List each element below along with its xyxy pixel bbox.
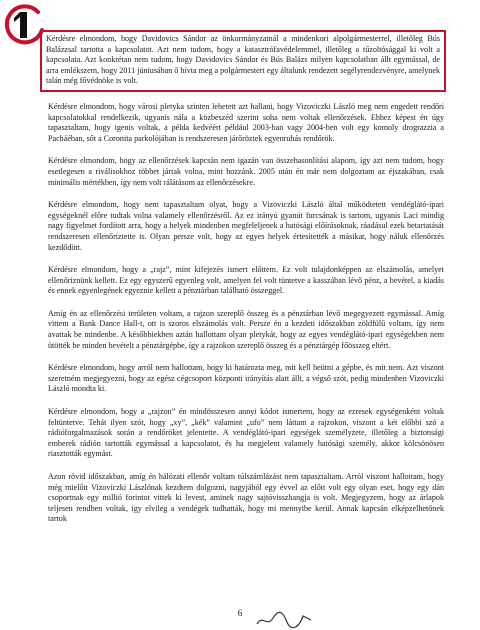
paragraph-6: Amíg én az ellenőrzési területen voltam, a rajzon szereplő összeg és a pénztárban lévő megegyezett egymással. Amíg vittem a Bank Dance Hall-t, ott is szoros elszámolás volt. Persze én a kezdeti időszakban zöldfülű voltam, így nem avattak be mindenbe. A későbbiekben aztán hallottam olyan pletykát, hogy az egyes vendéglátó-ipari egységekben nem ütötték be minden bevételt a pénztárgépbe, így a rajzokon szereplő összeg és a pénztárgép főösszeg eltért. xyxy=(48,308,444,350)
handwritten-signature-icon xyxy=(255,610,315,630)
document-page xyxy=(48,30,444,537)
paragraph-8: Kérdésre elmondom, hogy a „rajzon” én mindösszesen annyi kódot ismertem, hogy az ezresek egységenként voltak feltüntetve. Tehát ilyen szót, hogy „xy”, „kék” valamint „ufo” nem láttam a rajzokon, viszont a két előbbi szó a rádióforgalmazások során a rendőröket jelentette. A vendéglátó-ipari egységek személyzete, illetőleg a biztonsági emberek rádión tartották egymással a kapcsolatot, és ha megjelent valamely hatósági személy, akkor kölcsönösen riasztották egymást. xyxy=(48,407,444,459)
paragraph-7: Kérdésre elmondom, hogy arról nem hallottam, hogy ki határozta meg, mit kell beütni a gépbe, és mit nem. Azt viszont szeretném megjegyezni, hogy az egész cégcsoport központi irányítás alatt állt, a végső szót, pedig mindenben Vizoviczki László mondta ki. xyxy=(48,363,444,394)
paragraph-1: Kérdésre elmondom, hogy Davidovics Sándor az önkormányzatnál a mindenkori alpolgármesterrel, illetőleg Bús Balázzsal tartotta a kapcsolatot. Azt nem tudom, hogy a katasztrófavédelemmel, illetőleg a tűzoltósággal ki volt a kapcsolata. Azt konkrétan nem tudom, hogy Davidovics Sándor és Bús Balázs milyen kapcsolatban állt egymással, de arra emlékszem, hogy 2011 júniusában ő hívta meg a polgármestert egy általunk rendezett segélyrendezvényre, amelynek talán még fővédnöke is volt. xyxy=(46,34,440,86)
highlighted-paragraph-box xyxy=(40,30,446,92)
paragraph-3: Kérdésre elmondom, hogy az ellenőrzések kapcsán nem igazán van összehasonlítási alapom, így azt nem tudom, hogy esetlegesen a riválisokhoz többet jártak volna, mint hozzánk. 2005 után én már nem dolgoztam az éjszakában, csak minimális mértékben, így nem volt rálátásom az ellenőrzésekre. xyxy=(48,156,444,187)
page-number: 6 xyxy=(237,608,243,618)
paragraph-4: Kérdésre elmondom, hogy nem tapasztaltam olyat, hogy a Vizoviczki László által működtetett vendéglátó-ipari egységeknél előre tudtak volna valamely ellenőrzésről. Az ez irányú gyanút furcsának is tartom, ugyanis Laci mindig nagy figyelmet fordított arra, hogy a helyek mindenben megfeleljenek a hatósági előírásoknak, ráadásul ezek betartatását rendszeresen ellenőriztette is. Olyan persze volt, hogy az egyes helyek értesítették a másikat, hogy náluk ellenőrzés kezdődött. xyxy=(48,200,444,252)
paragraph-2: Kérdésre elmondom, hogy városi pletyka szinten lehetett azt hallani, hogy Vizoviczki László meg nem engedett rendőri kapcsolatokkal rendelkezik, ugyanis nála a közbeszéd szerint soha nem voltak ellenőrzések. Ehhez képest én úgy tapasztaltam, hogy igenis voltak, a példa kedvéért például 2003-ban vagy 2004-ben volt egy komoly drograzzia a Pacháéban, sőt a Coronita parkolójában is rendszeresen járőröztek egyenruhás rendőrök. xyxy=(48,101,444,143)
paragraph-9: Azon rövid időszakban, amíg én hálózati ellenőr voltam túlszámlázást nem tapasztaltam. Arról viszont hallottam, hogy még mielőtt Vizoviczki Lászlónak kezdtem dolgozni, nagyjából egy évvel az előtt volt egy olyan eset, hogy egy dán csoportnak egy millió forintot vittek ki levest, aminek nagy sajtóvisszhangja is volt. Megjegyzem, hogy az árlapok teljesen rendben voltak, így elvileg a vendégek tudhatták, hogy mi mennyibe kerül. Annak kapcsán elképzelhetőnek tartok xyxy=(48,472,444,524)
paragraph-5: Kérdésre elmondom, hogy a „rajz”, mint kifejezés ismert előttem. Ez volt tulajdonképpen az elszámolás, amelyet ellenőriznünk kellett. Ez egy egyszerű egyenleg volt, amelyen fel volt tüntetve a kasszában lévő pénz, a bevétel, a kiadás és ennek egyenlegének egyeznie kellett a pénztárban található összeggel. xyxy=(48,265,444,296)
